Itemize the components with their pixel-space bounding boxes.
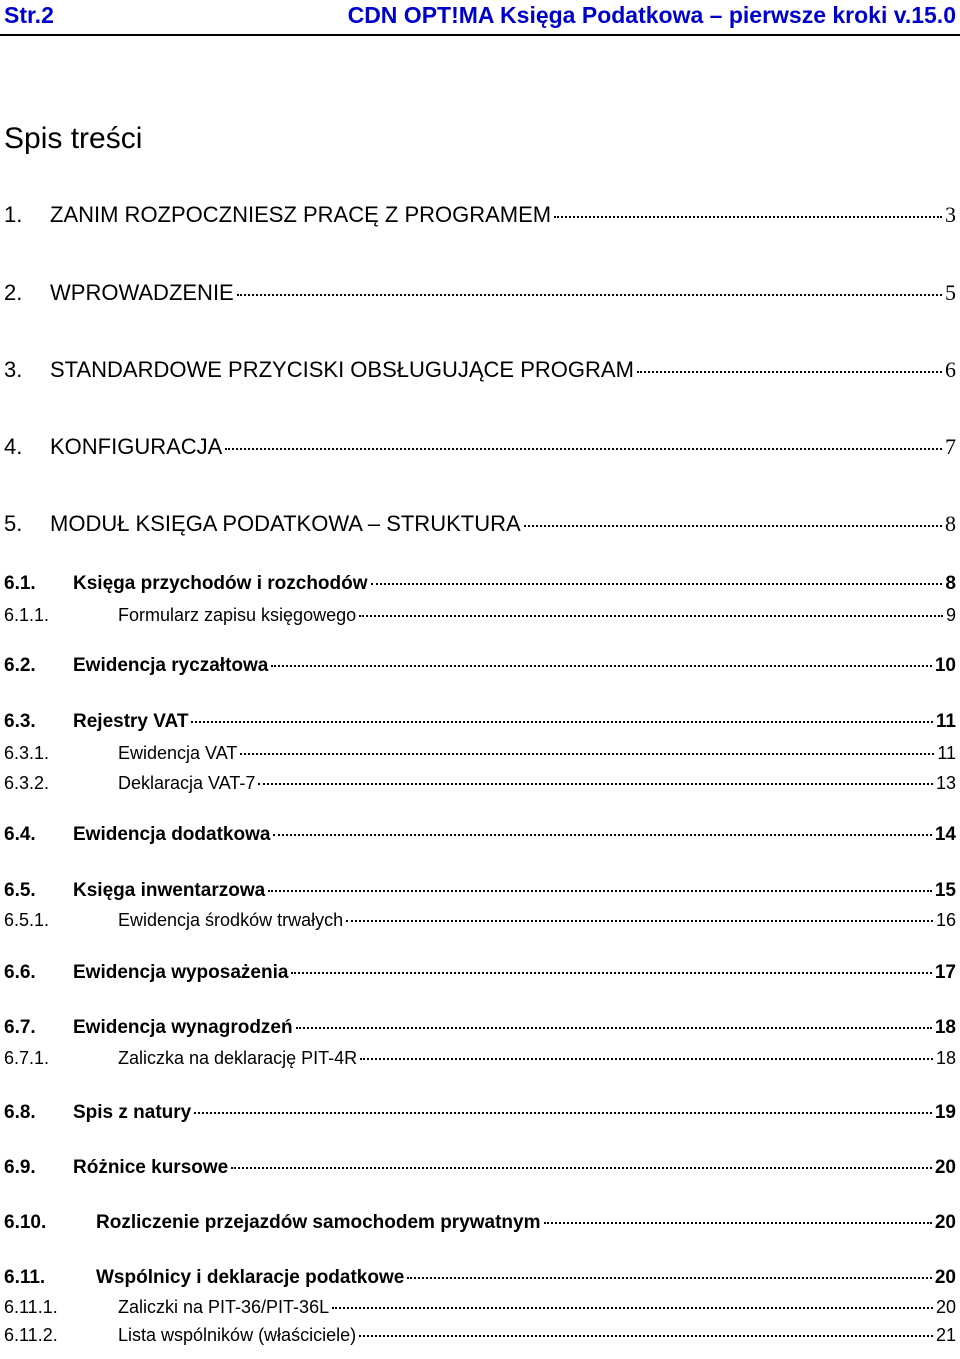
toc-entry-title: KONFIGURACJA: [50, 434, 223, 459]
toc-entry[interactable]: [4, 910, 956, 944]
dot-leader: [360, 1058, 933, 1060]
toc-entry-page: 19: [934, 1102, 956, 1123]
toc-entry-number: 6.1.1.: [4, 605, 50, 625]
toc-entry-number: 6.11.: [4, 1267, 46, 1288]
toc-entry-number: 6.11.2.: [4, 1325, 58, 1345]
toc-entry[interactable]: [4, 357, 956, 391]
dot-leader: [240, 753, 934, 755]
dot-leader: [271, 665, 932, 667]
dot-leader: [191, 721, 932, 723]
toc-entry-page: 9: [945, 605, 956, 625]
toc-entry[interactable]: [4, 1157, 956, 1191]
toc-entry[interactable]: [4, 880, 956, 914]
toc-entry[interactable]: [4, 824, 956, 858]
toc-entry-page: 6: [945, 357, 956, 382]
toc-entry-page: 18: [935, 1048, 956, 1068]
toc-entry-page: 5: [945, 280, 956, 305]
toc-entry-number: 6.1.: [4, 573, 36, 594]
toc-entry-page: 20: [935, 1297, 956, 1317]
dot-leader: [273, 834, 931, 836]
toc-entry[interactable]: [4, 1048, 956, 1082]
dot-leader: [544, 1222, 932, 1224]
dot-leader: [371, 583, 943, 585]
toc-heading: Spis treści: [4, 122, 143, 155]
toc-entry-title: Rejestry VAT: [73, 711, 189, 732]
dot-leader: [231, 1167, 932, 1169]
toc-entry[interactable]: [4, 202, 956, 236]
toc-entry-number: 6.10.: [4, 1212, 47, 1233]
toc-entry-page: 7: [945, 434, 956, 459]
toc-entry-title: Rozliczenie przejazdów samochodem prywatnym: [96, 1212, 541, 1233]
toc-entry-number: 6.9.: [4, 1157, 36, 1178]
toc-entry[interactable]: [4, 280, 956, 314]
toc-entry-title: Zaliczki na PIT-36/PIT-36L: [118, 1297, 330, 1317]
toc-entry-page: 16: [935, 910, 956, 930]
dot-leader: [296, 1027, 932, 1029]
toc-entry-number: 6.4.: [4, 824, 36, 845]
toc-entry-page: 10: [934, 655, 956, 676]
toc-entry-title: Wspólnicy i deklaracje podatkowe: [96, 1267, 405, 1288]
toc-entry-title: Deklaracja VAT-7: [118, 773, 256, 793]
toc-entry-title: Ewidencja VAT: [118, 743, 238, 763]
toc-entry-title: Ewidencja wyposażenia: [73, 962, 289, 983]
toc-entry-title: Ewidencja dodatkowa: [73, 824, 271, 845]
toc-entry[interactable]: [4, 1267, 956, 1301]
dot-leader: [194, 1112, 932, 1114]
toc-entry-number: 6.3.2.: [4, 773, 50, 793]
toc-entry-page: 17: [934, 962, 956, 983]
toc-entry[interactable]: [4, 434, 956, 468]
toc-entry-page: 8: [945, 573, 956, 594]
toc-entry[interactable]: [4, 962, 956, 996]
toc-entry-number: 6.7.1.: [4, 1048, 50, 1068]
toc-entry-number: 5.: [4, 511, 23, 536]
toc-entry-page: 13: [935, 773, 956, 793]
dot-leader: [225, 448, 942, 450]
toc-entry[interactable]: [4, 1325, 956, 1359]
dot-leader: [258, 783, 933, 785]
dot-leader: [332, 1307, 933, 1309]
dot-leader: [407, 1277, 932, 1279]
toc-entry-title: Księga inwentarzowa: [73, 880, 266, 901]
toc-entry-number: 1.: [4, 202, 23, 227]
toc-entry-number: 6.8.: [4, 1102, 36, 1123]
toc-entry-page: 15: [934, 880, 956, 901]
toc-entry-page: 3: [945, 202, 956, 227]
dot-leader: [291, 972, 931, 974]
toc-entry-number: 6.6.: [4, 962, 36, 983]
toc-entry-title: Ewidencja wynagrodzeń: [73, 1017, 293, 1038]
toc-entry-title: Różnice kursowe: [73, 1157, 229, 1178]
toc-entry-title: ZANIM ROZPOCZNIESZ PRACĘ Z PROGRAMEM: [50, 202, 552, 227]
toc-entry-title: STANDARDOWE PRZYCISKI OBSŁUGUJĄCE PROGRAM: [50, 357, 634, 382]
toc-entry-number: 3.: [4, 357, 23, 382]
toc-entry-title: Ewidencja ryczałtowa: [73, 655, 269, 676]
toc-entry-page: 18: [934, 1017, 956, 1038]
toc-entry[interactable]: [4, 573, 956, 607]
toc-entry-number: 6.5.: [4, 880, 36, 901]
toc-entry[interactable]: [4, 511, 956, 545]
dot-leader: [237, 294, 942, 296]
toc-entry[interactable]: [4, 1212, 956, 1246]
toc-entry-title: Zaliczka na deklarację PIT-4R: [118, 1048, 358, 1068]
toc-entry-number: 4.: [4, 434, 23, 459]
dot-leader: [359, 1335, 933, 1337]
toc-entry-page: 8: [945, 511, 956, 536]
toc-entry-title: Księga przychodów i rozchodów: [73, 573, 368, 594]
toc-entry-number: 6.5.1.: [4, 910, 50, 930]
dot-leader: [524, 525, 942, 527]
toc-entry-number: 6.11.1.: [4, 1297, 58, 1317]
toc-entry-page: 11: [937, 743, 956, 763]
toc-entry-number: 6.7.: [4, 1017, 36, 1038]
dot-leader: [554, 216, 942, 218]
toc-entry[interactable]: [4, 1017, 956, 1051]
toc-entry-title: Lista wspólników (właściciele): [118, 1325, 357, 1345]
toc-entry-title: WPROWADZENIE: [50, 280, 234, 305]
toc-entry[interactable]: [4, 1102, 956, 1136]
dot-leader: [346, 920, 933, 922]
toc-entry[interactable]: [4, 655, 956, 689]
toc-entry[interactable]: [4, 773, 956, 807]
toc-entry-page: 14: [934, 824, 956, 845]
dot-leader: [637, 371, 942, 373]
dot-leader: [268, 890, 932, 892]
toc-entry-number: 2.: [4, 280, 23, 305]
toc-entry-page: 11: [935, 711, 956, 732]
toc-entry-number: 6.3.1.: [4, 743, 50, 763]
toc-entry[interactable]: [4, 605, 956, 639]
toc-entry-title: Ewidencja środków trwałych: [118, 910, 344, 930]
toc-entry-page: 20: [934, 1157, 956, 1178]
toc-entry[interactable]: [4, 743, 956, 777]
toc-entry-number: 6.2.: [4, 655, 36, 676]
document-title: CDN OPT!MA Księga Podatkowa – pierwsze kroki v.15.0: [347, 2, 956, 28]
toc-entry-page: 21: [935, 1325, 956, 1345]
toc-entry-title: Spis z natury: [73, 1102, 192, 1123]
toc-entry[interactable]: [4, 711, 956, 745]
toc-entry-title: MODUŁ KSIĘGA PODATKOWA – STRUKTURA: [50, 511, 521, 536]
toc-entry-page: 20: [934, 1212, 956, 1233]
page-number-label: Str.2: [4, 2, 54, 28]
toc-entry-number: 6.3.: [4, 711, 36, 732]
dot-leader: [359, 615, 943, 617]
toc-entry-title: Formularz zapisu księgowego: [118, 605, 357, 625]
toc-entry-page: 20: [934, 1267, 956, 1288]
